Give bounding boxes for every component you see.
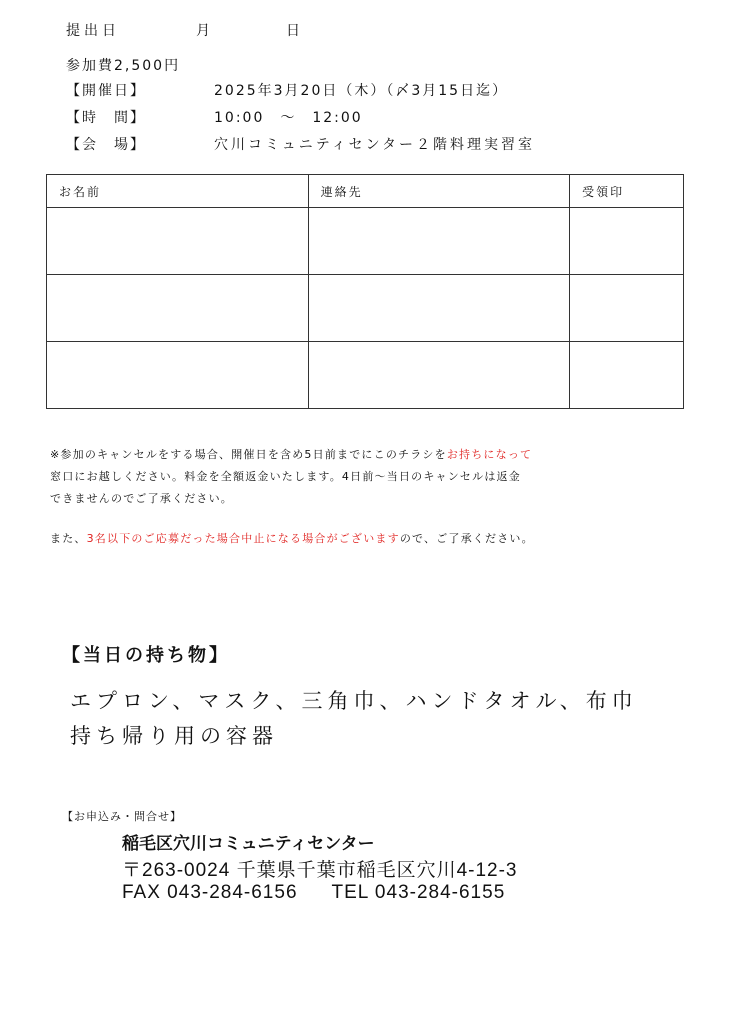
cancellation-note-line-2: 窓口にお越しください。料金を全額返金いたします。4日前～当日のキャンセルは返金 [50,470,521,483]
contact-cell[interactable] [308,208,570,275]
event-time-value: 10:00 ～ 12:00 [214,110,363,126]
event-venue-row [66,134,535,154]
cancellation-note-text: ※参加のキャンセルをする場合、開催日を含め5日前までにこのチラシを [50,448,447,461]
items-to-bring-line-2: 持ち帰り用の容器 [70,724,278,748]
event-time-row [66,107,363,127]
contact-cell[interactable] [308,275,570,342]
table-row [47,208,684,275]
minimum-note-prefix: また、 [50,532,87,545]
cancellation-note-line-3: できませんのでご了承ください。 [50,492,233,505]
items-to-bring-line-1: エプロン、マスク、三角巾、ハンドタオル、布巾 [70,689,638,713]
participation-fee: 参加費2,500円 [66,58,181,74]
stamp-cell[interactable] [570,342,684,409]
table-header-row [47,175,684,208]
event-venue-label: 【会 場】 [66,137,146,153]
minimum-note-emphasis: 3名以下のご応募だった場合中止になる場合がございます [86,532,400,545]
contact-phone-line [122,882,505,904]
contact-fax: FAX 043-284-6156 [122,882,298,903]
stamp-cell[interactable] [570,208,684,275]
event-time-label: 【時 間】 [66,110,146,126]
cancellation-note-line-1 [50,446,532,462]
event-date-label: 【開催日】 [66,83,146,99]
column-header-contact: 連絡先 [308,175,570,208]
stamp-cell[interactable] [570,275,684,342]
items-to-bring-heading: 【当日の持ち物】 [62,645,230,666]
contact-heading: 【お申込み・問合せ】 [62,810,182,823]
table-row [47,275,684,342]
submit-date-line [66,20,300,40]
contact-cell[interactable] [308,342,570,409]
event-venue-value: 穴川コミュニティセンター２階料理実習室 [214,137,536,153]
submit-day-label: 日 [286,23,300,39]
name-cell[interactable] [47,275,309,342]
name-cell[interactable] [47,342,309,409]
column-header-receipt-stamp: 受領印 [570,175,684,208]
signup-table [46,174,684,409]
table-row [47,342,684,409]
contact-organization: 稲毛区穴川コミュニティセンター [122,834,375,853]
contact-address: 〒263-0024 千葉県千葉市稲毛区穴川4-12-3 [122,860,518,881]
name-cell[interactable] [47,208,309,275]
contact-tel: TEL 043-284-6155 [331,882,506,903]
minimum-participants-note [50,530,534,546]
column-header-name: お名前 [47,175,309,208]
submit-date-label: 提出日 [66,23,120,39]
minimum-note-suffix: ので、ご了承ください。 [399,532,534,545]
event-date-row [66,80,508,100]
event-date-value: 2025年3月20日（木）（〆3月15日迄） [214,83,509,99]
submit-month-label: 月 [196,23,210,39]
cancellation-note-emphasis: お持ちになって [446,448,533,461]
